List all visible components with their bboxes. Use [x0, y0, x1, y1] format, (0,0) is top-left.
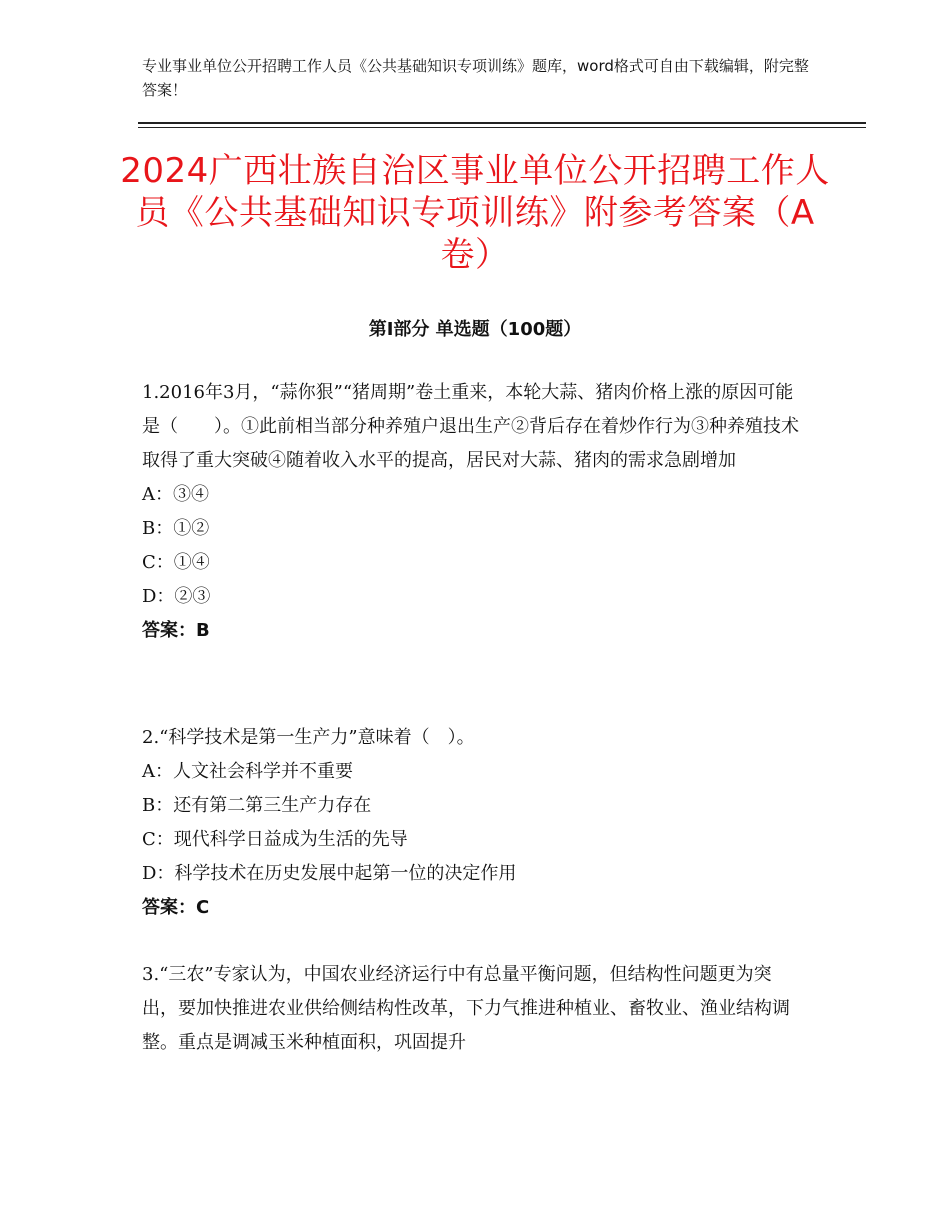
- section-heading: 第Ⅰ部分 单选题（100题）: [368, 319, 582, 340]
- option-c: C：现代科学日益成为生活的先导: [142, 829, 408, 850]
- header-divider-thin: [138, 127, 866, 128]
- document-title: 2024广西壮族自治区事业单位公开招聘工作人员《公共基础知识专项训练》附参考答案（A卷）: [120, 151, 830, 275]
- answer-label: 答案：C: [142, 897, 210, 918]
- question-2: [142, 721, 802, 925]
- option-d: D：科学技术在历史发展中起第一位的决定作用: [142, 863, 517, 884]
- question-stem: 2.“科学技术是第一生产力”意味着（ ）。: [142, 727, 475, 748]
- option-c: C：①④: [142, 552, 210, 573]
- question-3: [142, 958, 802, 1060]
- question-stem: 1.2016年3月，“蒜你狠”“猪周期”卷土重来，本轮大蒜、猪肉价格上涨的原因可能是（ ）。①此前相当部分种养殖户退出生产②背后存在着炒作行为③种养殖技术取得了重大突破④随着收入水平的提高，居民对大蒜、猪肉的需求急剧增加: [142, 382, 799, 471]
- question-1: [142, 376, 802, 648]
- option-b: B：①②: [142, 518, 210, 539]
- header-divider-thick: [138, 122, 866, 124]
- header-note: 专业事业单位公开招聘工作人员《公共基础知识专项训练》题库，word格式可自由下载编辑，附完整答案！: [142, 57, 809, 99]
- question-stem: 3.“三农”专家认为，中国农业经济运行中有总量平衡问题，但结构性问题更为突出，要加快推进农业供给侧结构性改革，下力气推进种植业、畜牧业、渔业结构调整。重点是调减玉米种植面积，巩固提升: [142, 964, 790, 1053]
- option-a: A：③④: [142, 484, 209, 505]
- option-a: A：人文社会科学并不重要: [142, 761, 353, 782]
- option-d: D：②③: [142, 586, 211, 607]
- answer-label: 答案：B: [142, 620, 210, 641]
- option-b: B：还有第二第三生产力存在: [142, 795, 372, 816]
